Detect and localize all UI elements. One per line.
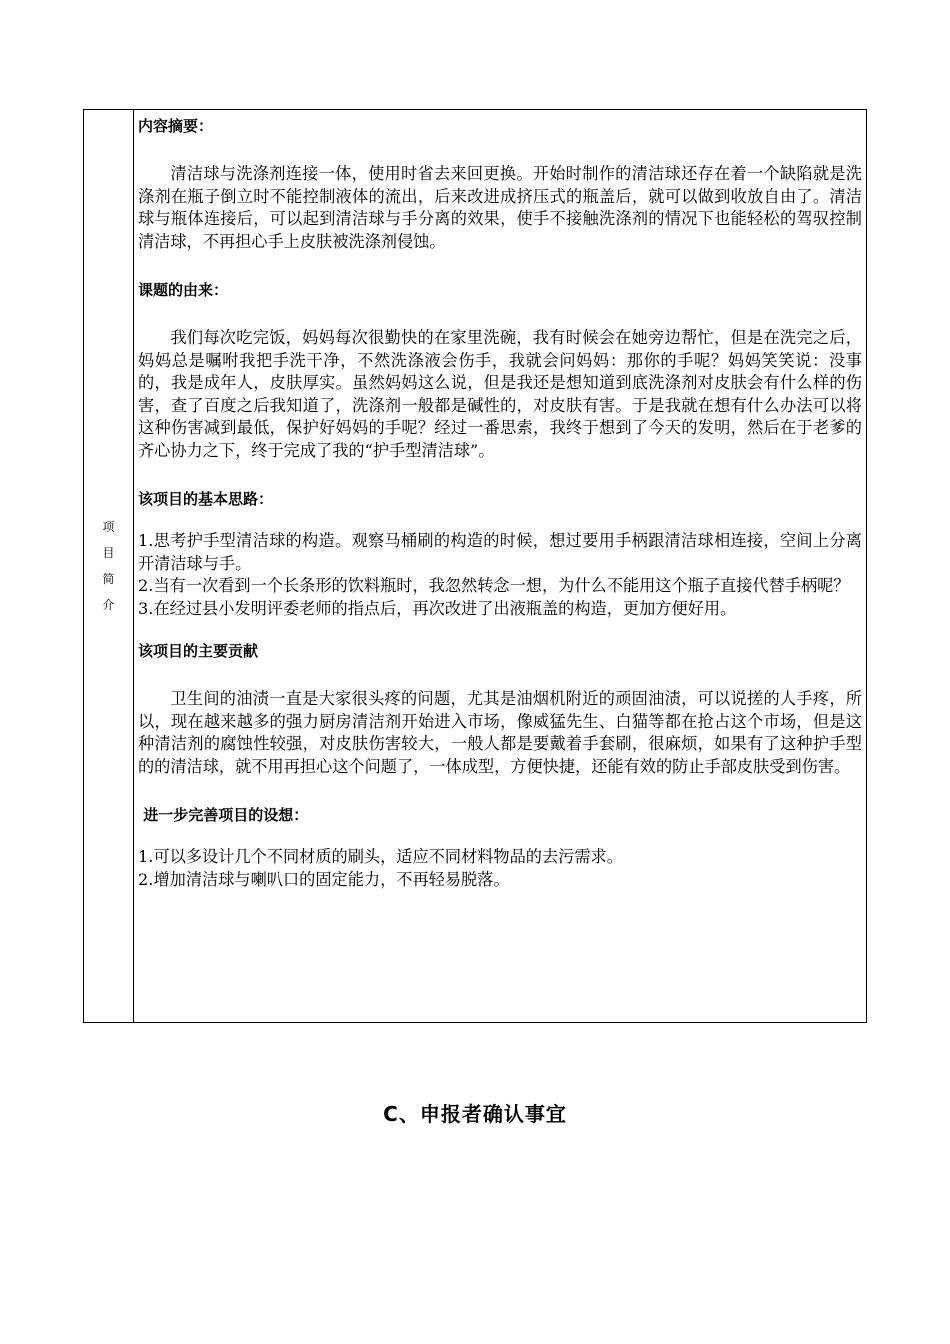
ideas-item: 2.当有一次看到一个长条形的饮料瓶时，我忽然转念一想，为什么不能用这个瓶子直接代替手柄呢？: [138, 576, 850, 595]
improvement-item: 2.增加清洁球与喇叭口的固定能力，不再轻易脱落。: [138, 869, 510, 889]
side-label-char: 目: [102, 546, 115, 560]
contribution-heading: 该项目的主要贡献: [138, 642, 259, 660]
ideas-heading: 该项目的基本思路：: [138, 490, 274, 508]
improvement-item: 1.可以多设计几个不同材质的刷头，适应不同材料物品的去污需求。: [138, 847, 623, 866]
ideas-item: 3.在经过县小发明评委老师的指点后，再次改进了出液瓶盖的构造，更加方便好用。: [138, 598, 737, 618]
summary-text: 清洁球与洗涤剂连接一体，使用时省去来回更换。开始时制作的清洁球还存在着一个缺陷就是洗涤剂在瓶子倒立时不能控制液体的流出，后来改进成挤压式的瓶盖后，就可以做到收放自由了。清洁球与瓶体连接后，可以起到清洁球与手分离的效果，使手不接触洗涤剂的情况下也能轻松的驾驭控制清洁球，不再担心手上皮肤被洗涤剂侵蚀。: [138, 164, 862, 251]
side-label-char: 项: [102, 520, 115, 534]
contribution-text: 卫生间的油渍一直是大家很头疼的问题，尤其是油烟机附近的顽固油渍，可以说搓的人手疼，所以，现在越来越多的强力厨房清洁剂开始进入市场，像威猛先生、白猫等都在抢占这个市场，但是这种清洁剂的腐蚀性较强，对皮肤伤害较大，一般人都是要戴着手套刷，很麻烦，如果有了这种护手型的的清洁球，就不用再担心这个问题了，一体成型，方便快捷，还能有效的防止手部皮肤受到伤害。: [138, 689, 862, 776]
side-label-cell: [84, 110, 134, 1022]
side-label-char: 简: [102, 572, 115, 586]
improvement-heading: 进一步完善项目的设想：: [138, 806, 309, 824]
summary-heading: 内容摘要：: [138, 117, 214, 135]
origin-heading: 课题的由来：: [138, 281, 229, 299]
project-intro-table: [83, 109, 867, 1023]
section-c-title: C、申报者确认事宜: [383, 1102, 567, 1126]
content-cell: [134, 110, 866, 1022]
side-label-char: 介: [102, 598, 115, 612]
origin-text: 我们每次吃完饭，妈妈每次很勤快的在家里洗碗，我有时候会在她旁边帮忙，但是在洗完之后，妈妈总是嘱咐我把手洗干净，不然洗涤液会伤手，我就会问妈妈：那你的手呢？妈妈笑笑说：没事的，我是成年人，皮肤厚实。虽然妈妈这么说，但是我还是想知道到底洗涤剂对皮肤会有什么样的伤害，查了百度之后我知道了，洗涤剂一般都是碱性的，对皮肤有害。于是我就在想有什么办法可以将这种伤害减到最低，保护好妈妈的手呢？经过一番思索，我终于想到了今天的发明，然后在于老爹的齐心协力之下，终于完成了我的“护手型清洁球”。: [138, 328, 862, 460]
ideas-item: 1.思考护手型清洁球的构造。观察马桶刷的构造的时候，想过要用手柄跟清洁球相连接，空间上分离开清洁球与手。: [138, 531, 862, 573]
